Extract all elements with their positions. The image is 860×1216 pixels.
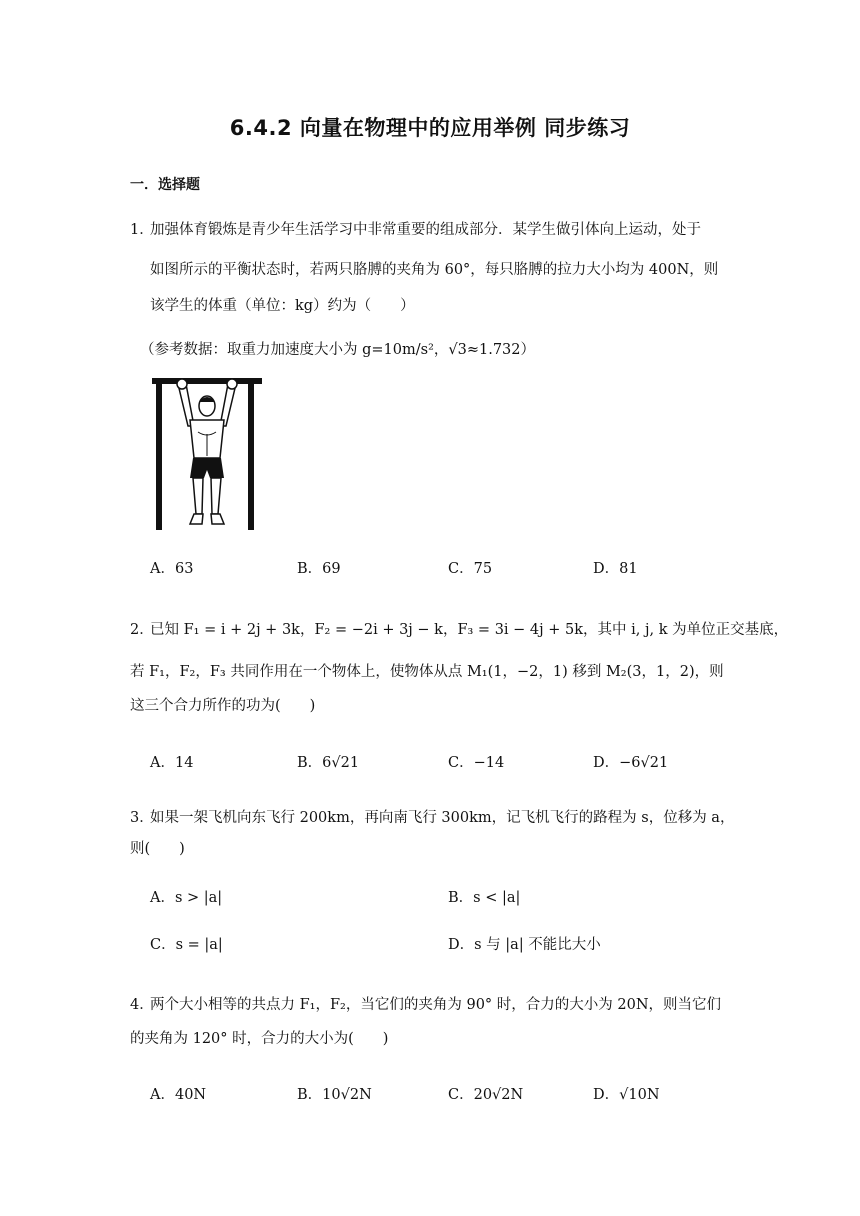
q4-option-a: A．40N [150,1087,207,1103]
q3-option-d: D．s 与 |a| 不能比大小 [448,937,601,953]
q3-number: 3． [130,810,154,826]
q1-option-b: B．69 [297,561,341,577]
q3-option-c: C．s = |a| [150,937,223,953]
q4-option-d: D．√10N [593,1087,660,1103]
q1-number: 1． [130,222,154,238]
q2-line-1: 已知 F₁ = i + 2j + 3k，F₂ = −2i + 3j − k，F₃ = 3i − 4j + 5k，其中 i, j, k 为单位正交基底， [150,622,789,638]
q2-option-a: A．14 [150,755,194,771]
q2-option-c: C．−14 [448,755,505,771]
q2-line-2: 若 F₁，F₂，F₃ 共同作用在一个物体上，使物体从点 M₁(1，−2，1) 移到 M₂(3，1，2)，则 [130,664,724,680]
q3-option-a: A．s > |a| [150,890,223,906]
q3-line-2: 则( ) [130,841,185,857]
page-title: 6.4.2 向量在物理中的应用举例 同步练习 [229,116,631,140]
q2-number: 2． [130,622,154,638]
q4-option-b: B．10√2N [297,1087,372,1103]
q1-line-3: 该学生的体重（单位：kg）约为（ ） [150,298,415,314]
q1-option-a: A．63 [150,561,194,577]
q1-option-c: C．75 [448,561,493,577]
q4-option-c: C．20√2N [448,1087,524,1103]
q1-line-1: 加强体育锻炼是青少年生活学习中非常重要的组成部分．某学生做引体向上运动，处于 [150,222,701,238]
pull-up-figure [150,374,268,534]
q4-line-1: 两个大小相等的共点力 F₁，F₂，当它们的夹角为 90° 时，合力的大小为 20N，则当它们 [150,997,722,1013]
q1-reference: （参考数据：取重力加速度大小为 g=10m/s²，√3≈1.732） [140,342,536,358]
q1-option-d: D．81 [593,561,638,577]
section-heading: 一．选择题 [130,177,200,193]
q1-line-2: 如图所示的平衡状态时，若两只胳膊的夹角为 60°，每只胳膊的拉力大小均为 400N，则 [150,262,719,278]
q2-option-b: B．6√21 [297,755,360,771]
q4-number: 4． [130,997,154,1013]
q3-option-b: B．s < |a| [448,890,521,906]
q2-option-d: D．−6√21 [593,755,669,771]
q4-line-2: 的夹角为 120° 时，合力的大小为( ) [130,1031,389,1047]
q2-line-3: 这三个合力所作的功为( ) [130,698,316,714]
q3-line-1: 如果一架飞机向东飞行 200km，再向南飞行 300km，记飞机飞行的路程为 s，位移为 a， [150,810,735,826]
